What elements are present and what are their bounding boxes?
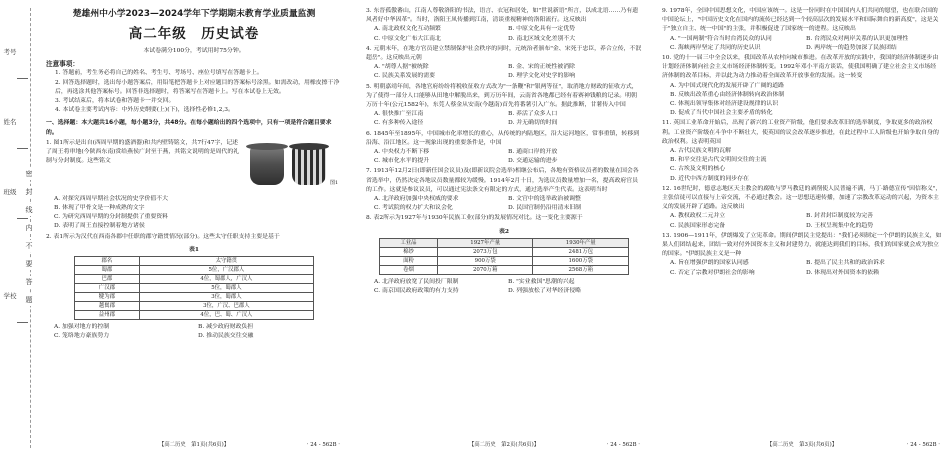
- question-stem: 10. 党的十一届三中全会以来，我国改革从农村向城市推进。在改革开放的实践中，我国的经济体制逐步由计划经济体制向社会主义市场经济体制转变。1992年邓小平南方谈话，使我国明确了建立社会主义市场经济体制的改革目标，并以此为动力推动着全面改革开放事业的发展。这一转变: [662, 55, 939, 80]
- question-11: [662, 119, 942, 183]
- option-b[interactable]: B. 养活了众多人口: [508, 111, 558, 118]
- school-field[interactable]: [17, 308, 28, 323]
- question-13: [662, 232, 942, 278]
- table-cell: 5位，蜀郡人: [139, 284, 313, 293]
- table-cell: 2568万箱: [533, 265, 629, 274]
- option-b[interactable]: B. 封君封臣制度较为完善: [806, 213, 873, 220]
- notice-item: 3. 考试结束后，将本试卷和答题卡一并交回。: [55, 98, 175, 105]
- table-cell: 2481万包: [533, 247, 629, 256]
- option-c[interactable]: C. 体现出领导集体对经济建设规律的认识: [670, 101, 779, 108]
- question-3: [366, 7, 642, 44]
- option-b[interactable]: B. 减少政府财政负担: [198, 324, 254, 331]
- option-a[interactable]: A. "胡尊人据"被统除: [374, 64, 429, 71]
- table-row: [75, 302, 314, 311]
- exam-code: · 24 - 562B ·: [306, 442, 340, 448]
- option-a[interactable]: A. 北洋政府加强中央权威的要求: [374, 196, 459, 203]
- option-d[interactable]: D. 近代中西方制度的同步存在: [670, 175, 749, 182]
- option-b[interactable]: B. 通商口岸的开放: [508, 149, 558, 156]
- question-7: [366, 167, 642, 213]
- table-row: [380, 265, 629, 274]
- option-d[interactable]: D. 表明了周王直接控制着地方诸侯: [54, 223, 145, 230]
- table-cell: 2070万箱: [437, 265, 533, 274]
- option-c[interactable]: C. 有多种传入途径: [374, 120, 424, 127]
- option-c[interactable]: C. 考试院的权力扩大和议会化: [374, 205, 453, 212]
- option-d[interactable]: D. 列强放松了对华经济侵略: [508, 288, 582, 295]
- inscription-rubbing-image: [292, 147, 326, 185]
- option-d[interactable]: D. 交通运输的进步: [508, 158, 558, 165]
- option-a[interactable]: A. 北洋政府放宽了民间投厂限制: [374, 278, 459, 285]
- binding-margin: [0, 0, 44, 458]
- seal-mark: 不: [23, 240, 35, 252]
- option-d[interactable]: D. 推动民族交往交融: [198, 333, 254, 340]
- question-stem: 7. 1913年12月2日(即新任国会议员)及(即新议院会选举)相继公布后，各地有资格议员者的数量在国会各省选举中，仍然决定各地议员数量都较为缓慢。1914年2月十日，为选议员数量增加一名，提高政府官员的工作。这就是参议议员，可以通过宪法条文有限定的方式，通过选举产生代表。这表明当时: [366, 168, 639, 193]
- question-4: [366, 45, 642, 82]
- option-c[interactable]: C. 海峡两岸坚定了共同的历史认识: [670, 44, 761, 51]
- question-9: [662, 7, 942, 53]
- option-c[interactable]: C. 否定了宗教对伊朗社会的影响: [670, 269, 755, 276]
- question-stem: 9. 1978年，全国中国思想文化，中国应该统一。这是一份同时在中国国内人们共同的愿望，也在联合国的中国论坛上，"中国历史文化在国内的流传已经达到一个较高层次的发展水平和国际舞台的新高度"，这是关于"独立自主、统一中国"的主张，并积极促进了国家统一的进程。这反映出: [662, 8, 939, 33]
- table-header-cell: 1930年产量: [533, 238, 629, 247]
- question-10: [662, 54, 942, 118]
- option-d[interactable]: D. 民国官制仍沿用清末旧制: [508, 205, 582, 212]
- table-header-cell: 1927年产量: [437, 238, 533, 247]
- page-footer: [366, 440, 642, 450]
- table-cell: 4位，蜀郡人，广汉人: [139, 275, 313, 284]
- table-header-cell: 太守籍贯: [139, 257, 313, 266]
- page-number: 【高二历史 第1页(共6页)】: [158, 442, 230, 448]
- question-stem: 13. 1906—1911年，伊朗爆发了立宪革命。期间伊朗民主党提出："我们必须制定一个伊朗的民族主义，如果人们团结起来，团结一致对付外国资本主义和封建势力，就能达到我们的目标，我们的国家就会成为独立的国家。"伊朗民族主义是一种: [662, 232, 942, 258]
- question-stem: 11. 英国工业革命开始后，出现了新兴的工业资产阶级，他们要求改革旧的选举制度，争取更多的政治权利。工业资产阶级在斗争中不断壮大，使英国的议会改革逐步推进，在此过程中工人阶级也开始争取自身的政治权利。这表明英国: [662, 120, 939, 145]
- question-stem: 4. 元朝末年，在地方官员建立禁制保护社会秩序的同时，元统治者颁布"金、宋死于忠臣，养合立传，不泯超岳"。这反映出元朝: [366, 45, 642, 62]
- option-b[interactable]: B. 和平交往是古代文明间交往的主流: [670, 157, 767, 164]
- table-caption: 表2: [499, 227, 509, 235]
- table-row: [75, 266, 314, 275]
- field-label-name: 姓名: [3, 118, 17, 126]
- question-1-options: [46, 195, 342, 232]
- section-heading: 一、选择题：本大题共16小题，每小题3分，共48分。在每小题给出的四个选项中，只有一项是符合题目要求的。: [46, 120, 332, 136]
- table-row: [380, 256, 629, 265]
- table-cell: 棉纱: [380, 247, 438, 256]
- seal-mark: 答: [23, 276, 35, 288]
- table-cell: 2073万包: [437, 247, 533, 256]
- table-cell: 越嶲郡: [75, 302, 140, 311]
- table-header-row: [75, 257, 314, 266]
- table-row: [75, 284, 314, 293]
- option-d[interactable]: D. 两岸统一的趋势加深了民族团结: [806, 44, 897, 51]
- table-caption: 表1: [189, 245, 199, 253]
- page-column-1: [46, 6, 342, 451]
- table-1: [74, 256, 314, 320]
- notice-title: 注意事项：: [46, 60, 79, 69]
- exam-title: 高二年级 历史试卷: [128, 26, 260, 42]
- option-a[interactable]: A. 教权政权二元并立: [670, 213, 726, 220]
- table-row: [75, 311, 314, 320]
- question-1: [46, 139, 342, 195]
- option-a[interactable]: A. "一国两制"符合当时台湾民众的认同: [670, 35, 772, 42]
- option-a[interactable]: A. 对探究西周早期社会状况的史学价值不大: [54, 195, 169, 202]
- option-b[interactable]: B. 提出了民主共和的政治诉求: [806, 260, 885, 267]
- table-cell: 面粉: [380, 256, 438, 265]
- question-2-options: [46, 323, 342, 341]
- question-8: [366, 214, 642, 296]
- question-stem: 2. 表1所示为汉代在西南各郡中任职的郡守籍贯情况(部分)。这些太守任职支持主要是基于: [46, 233, 280, 240]
- option-c[interactable]: C. 民族国家形态完备: [670, 222, 726, 229]
- option-b[interactable]: B. "实业救国"思潮的兴起: [508, 278, 575, 285]
- exam-code: · 24 - 562B ·: [906, 442, 940, 448]
- table-cell: 犍为郡: [75, 293, 140, 302]
- option-d[interactable]: D. 体现出对外国资本的依赖: [806, 269, 880, 276]
- page-column-3: [662, 6, 942, 451]
- figure-caption: 图1: [330, 179, 339, 186]
- option-c[interactable]: C. 城市化水平的提升: [374, 158, 430, 165]
- table-cell: 1600万袋: [533, 256, 629, 265]
- field-label-exam-number: 考号: [3, 48, 17, 56]
- notice-item: 1. 答题前，考生务必将自己的姓名、考生号、考场号、座位号填写在答题卡上。: [55, 70, 263, 77]
- notice-block: [46, 60, 342, 115]
- question-12: [662, 185, 942, 231]
- option-d[interactable]: D. 促成了当代中国社会主要矛盾的转化: [670, 110, 773, 117]
- seal-mark: 密: [23, 168, 35, 180]
- table-cell: 蜀郡: [75, 266, 140, 275]
- exam-number-field[interactable]: [17, 64, 28, 79]
- exam-meta: 本试卷满分100分，考试用时75分钟。: [143, 48, 245, 54]
- table-cell: 4位，巴、蜀、广汉人: [139, 311, 313, 320]
- school-title: 楚雄州中小学2023—2024学年下学期期末教育学业质量监测: [72, 9, 316, 19]
- page-footer: [662, 440, 942, 450]
- exam-code: · 24 - 562B ·: [606, 442, 640, 448]
- table-cell: 900万袋: [437, 256, 533, 265]
- question-6: [366, 130, 642, 167]
- question-stem: 8. 表2所示为1927年与1930年民族工业(部分)的发展情况对比。这一变化主要源于: [366, 215, 583, 222]
- question-stem: 1. 图1所示是出自(西周早期的盛酒器)和共内壁铸铭文，共7行47字，记述了周王将审地(今陕西东南)赏给燕侯广封至于燕，其铭文说明的是周代的礼制与分封制度。这些铭文: [46, 139, 240, 165]
- option-b[interactable]: B. 台湾民众对两岸关系的认识更加理性: [806, 35, 909, 42]
- option-c[interactable]: C. 中原文化广布大江南北: [374, 35, 441, 42]
- option-c[interactable]: C. 笼络地方豪族势力: [54, 333, 110, 340]
- table-row: [75, 275, 314, 284]
- option-d[interactable]: D. 并无确切的时间: [508, 120, 558, 127]
- option-c[interactable]: C. 古埃及文明的核心: [670, 166, 726, 173]
- seal-mark: 封: [23, 186, 35, 198]
- question-stem: 6. 1845年至1895年，中国城市化率增长的重心，从传统的内陆地区，沿大运河地区，常事重镇，转移到沿海、沿江地区。这一现象出现的重要条件是，中国: [366, 130, 640, 146]
- bronze-vessel-image: [250, 147, 284, 185]
- option-b[interactable]: B. 反映出改革重心由经济体制转向政治体制: [670, 91, 785, 98]
- page-number: 【高二历史 第2页(共6页)】: [468, 442, 540, 448]
- table-row: [75, 293, 314, 302]
- table-cell: 益州郡: [75, 311, 140, 320]
- table-cell: 巴郡: [75, 275, 140, 284]
- seal-mark: 线: [23, 204, 35, 216]
- field-label-class: 班级: [3, 188, 17, 196]
- option-b[interactable]: B. 中原文化具有一定优势: [508, 26, 575, 33]
- option-a[interactable]: A. 旨在增强伊朗的国家认同感: [670, 260, 749, 267]
- option-d[interactable]: D. 理学文化对史学的影响: [508, 73, 576, 80]
- page-footer: [46, 440, 342, 450]
- notice-item: 2. 回答选择题时，选出每小题答案后，用铅笔把答题卡上对应题目的答案标号涂黑。如需改动，用橡皮擦干净后，再选涂其他答案标号。回答非选择题时，将答案写在答题卡上。写在本试卷上无效。: [55, 79, 340, 95]
- option-a[interactable]: A. 很快推广至江南: [374, 111, 424, 118]
- option-d[interactable]: D. 南北区域文化差别不大: [508, 35, 576, 42]
- option-c[interactable]: C. 民族关系发展的需要: [374, 73, 436, 80]
- option-a[interactable]: A. 古代民族文明的瓦解: [670, 148, 732, 155]
- table-header-cell: 郡名: [75, 257, 140, 266]
- table-cell: 5位，广汉郡人: [139, 266, 313, 275]
- option-a[interactable]: A. 南北政权文化互动频繁: [374, 26, 441, 33]
- option-b[interactable]: B. 体现了甲骨文是一种成熟的文字: [54, 205, 145, 212]
- table-row: [380, 247, 629, 256]
- question-2: [46, 233, 342, 342]
- figure-1: [246, 139, 342, 195]
- option-b[interactable]: B. 文官中的选举政治被调整: [508, 196, 581, 203]
- option-a[interactable]: A. 中央权力不断下移: [374, 149, 430, 156]
- table-cell: 卷烟: [380, 265, 438, 274]
- table-2: [379, 238, 629, 275]
- table-cell: 3位，蜀郡人: [139, 293, 313, 302]
- table-cell: 广汉郡: [75, 284, 140, 293]
- question-stem: 5. 明朝嘉靖年间，各地官府纷纷将税收征收方式改为"一条鞭"和"银两等征"，取消地方财政的征收方式，为了使得一部分人口能够从田地中解脱出来，到万历年间，云南省各地都已经有着赛神钱粮的记录。明朝万历十年(公元1582年)，东莞人蔡金从安南(今越南)首先将番薯引入广东。据此推断，甘薯传入中国: [366, 83, 638, 109]
- field-label-school: 学校: [3, 292, 17, 300]
- option-a[interactable]: A. 加强对地方的控制: [54, 324, 110, 331]
- page-column-2: [366, 6, 642, 451]
- option-b[interactable]: B. 金、宋的正统性被消除: [508, 64, 575, 71]
- option-d[interactable]: D. 王权呈现集中化的趋势: [806, 222, 874, 229]
- option-c[interactable]: C. 为研究西周早期的分封制提供了重要资料: [54, 214, 169, 221]
- seal-mark: 要: [23, 258, 35, 270]
- page-number: 【高二历史 第3页(共6页)】: [766, 442, 838, 448]
- question-stem: 12. 16世纪时，德意志地区天主教会的腐败与罗马教廷的剥削使人民普遍不满，马丁·路德宣传"因信称义"，主张信徒可以直接与上帝交流，不必通过教会。这一思想迅速传播，加速了宗教改革运动的兴起，为资本主义的发展开辟了道路。这反映出: [662, 185, 942, 211]
- seal-mark: 内: [23, 222, 35, 234]
- name-field[interactable]: [17, 134, 28, 149]
- table-header-cell: 工业品: [380, 238, 438, 247]
- table-cell: 3位，广汉、巴郡人: [139, 302, 313, 311]
- seal-mark: 题: [23, 294, 35, 306]
- question-5: [366, 83, 642, 129]
- table-header-row: [380, 238, 629, 247]
- question-stem: 3. 东晋孤傲蕃山，江南人尊敬洛阳的书法，语言、衣冠和居处，如"世说新语"所言，以成北语……乃有遗风者好中华因革"。当时，洛阳王凤传播到江南，清谈重视精神的洛阳流行。这反映出: [366, 8, 639, 24]
- notice-item: 4. 本试卷主要考试内容：中外历史纲要(上)(下)，选择性必修1,2,3。: [55, 107, 234, 114]
- option-a[interactable]: A. 为中国式现代化的发展开辟了广阔的道路: [670, 82, 785, 89]
- option-c[interactable]: C. 南京国民政府政策的有力支持: [374, 288, 459, 295]
